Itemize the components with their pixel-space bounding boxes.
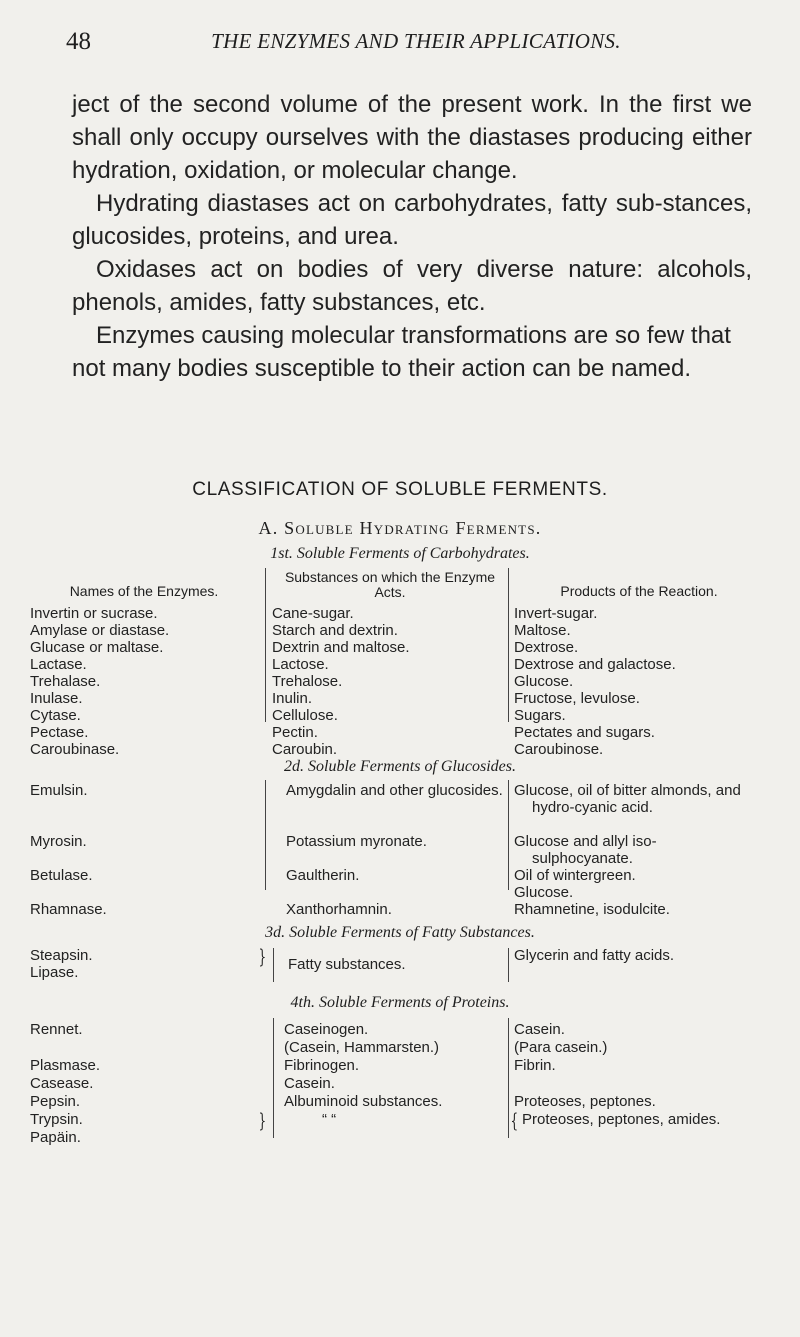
enzyme-name: Lactase.: [30, 656, 87, 673]
group-title: 3d. Soluble Ferments of Fatty Substances.: [265, 924, 535, 941]
product: Glucose, oil of bitter almonds, and hydro-cyanic acid.: [514, 782, 741, 816]
product: Pectates and sugars.: [514, 724, 655, 741]
substance: Casein.: [284, 1075, 335, 1092]
paragraph: Oxidases act on bodies of very diverse nature: alcohols, phenols, amides, fatty substances, etc.: [72, 256, 752, 316]
substance: Cane-sugar.: [272, 605, 354, 622]
enzyme-name: Emulsin.: [30, 782, 88, 799]
enzyme-name: Glucase or maltase.: [30, 639, 164, 656]
substance: Pectin.: [272, 724, 318, 741]
substance: Gaultherin.: [286, 867, 360, 884]
column-rule: [265, 568, 266, 722]
product: Proteoses, peptones.: [514, 1093, 656, 1110]
substance: Dextrin and maltose.: [272, 639, 410, 656]
product: Fructose, levulose.: [514, 690, 640, 707]
group-title: 2d. Soluble Ferments of Glucosides.: [284, 758, 516, 775]
product: Caroubinose.: [514, 741, 604, 758]
enzyme-name: Trehalase.: [30, 673, 101, 690]
column-rule: [508, 1018, 509, 1138]
substance: Inulin.: [272, 690, 313, 707]
substance: Fibrinogen.: [284, 1057, 360, 1074]
right-brace: }: [258, 944, 267, 968]
enzyme-name: Papäin.: [30, 1129, 81, 1146]
product: Maltose.: [514, 622, 571, 639]
enzyme-name: Myrosin.: [30, 833, 87, 850]
paragraph: Enzymes causing molecular transformations are so few that not many bodies susceptible to their action can be named.: [72, 322, 731, 382]
enzyme-name: Caroubinase.: [30, 741, 120, 758]
product: Dextrose.: [514, 639, 579, 656]
page-header: [66, 28, 766, 62]
substance: Fatty substances.: [288, 956, 406, 973]
ditto-marks: “ “: [322, 1111, 337, 1128]
product: Glucose.: [514, 673, 574, 690]
right-brace: }: [258, 1108, 267, 1132]
page-number: 48: [66, 28, 91, 55]
substance: Lactose.: [272, 656, 329, 673]
section-a-title: A. Soluble Hydrating Ferments.: [258, 518, 542, 538]
product: Rhamnetine, isodulcite.: [514, 901, 670, 918]
enzyme-name: Betulase.: [30, 867, 93, 884]
product: Fibrin.: [514, 1057, 556, 1074]
product: Glucose and allyl iso-sulphocyanate.: [514, 833, 657, 867]
enzyme-name: Steapsin.: [30, 947, 93, 964]
substance: Potassium myronate.: [286, 833, 427, 850]
classification-title: CLASSIFICATION OF SOLUBLE FERMENTS.: [192, 479, 608, 500]
substance: Starch and dextrin.: [272, 622, 398, 639]
enzyme-name: Inulase.: [30, 690, 83, 707]
substance: Amygdalin and other glucosides.: [286, 782, 503, 799]
substance: (Casein, Hammarsten.): [284, 1039, 440, 1056]
enzyme-name: Rhamnase.: [30, 901, 107, 918]
enzyme-name: Invertin or sucrase.: [30, 605, 158, 622]
substance: Caseinogen.: [284, 1021, 369, 1038]
group-title: 4th. Soluble Ferments of Proteins.: [290, 994, 510, 1011]
enzyme-name: Cytase.: [30, 707, 81, 724]
product: Oil of wintergreen. Glucose.: [514, 867, 636, 901]
paragraph: ject of the second volume of the present work. In the first we shall only occupy ourselves with the diastases producing either hydration, oxidation, or molecular change.: [72, 91, 752, 184]
column-rule: [273, 1018, 274, 1138]
enzyme-name: Amylase or diastase.: [30, 622, 170, 639]
column-rule: [265, 780, 266, 890]
left-brace: {: [510, 1108, 519, 1132]
enzyme-name: Pepsin.: [30, 1093, 81, 1110]
product: Glycerin and fatty acids.: [514, 947, 675, 964]
column-rule: [508, 568, 509, 722]
column-rule: [508, 948, 509, 982]
enzyme-name: Casease.: [30, 1075, 94, 1092]
product: Casein.: [514, 1021, 565, 1038]
paragraph: Hydrating diastases act on carbohydrates, fatty sub-stances, glucosides, proteins, and urea.: [72, 190, 752, 250]
substance: Trehalose.: [272, 673, 343, 690]
body-text: [72, 88, 752, 385]
running-title: THE ENZYMES AND THEIR APPLICATIONS.: [211, 29, 621, 53]
column-rule: [273, 948, 274, 982]
product: Invert-sugar.: [514, 605, 598, 622]
product: Proteoses, peptones, amides.: [522, 1111, 721, 1128]
substance: Caroubin.: [272, 741, 338, 758]
column-header-products: Products of the Reaction.: [560, 583, 718, 599]
group-title: 1st. Soluble Ferments of Carbohydrates.: [270, 545, 530, 562]
product: (Para casein.): [514, 1039, 608, 1056]
column-header-names: Names of the Enzymes.: [69, 583, 219, 599]
column-header-substances: Substances on which the Enzyme Acts.: [284, 569, 496, 600]
substance: Cellulose.: [272, 707, 338, 724]
enzyme-name: Rennet.: [30, 1021, 83, 1038]
enzyme-name: Lipase.: [30, 964, 79, 981]
product: Dextrose and galactose.: [514, 656, 676, 673]
substance: Albuminoid substances.: [284, 1093, 443, 1110]
enzyme-name: Trypsin.: [30, 1111, 83, 1128]
substance: Xanthorhamnin.: [286, 901, 392, 918]
enzyme-name: Plasmase.: [30, 1057, 101, 1074]
product: Sugars.: [514, 707, 566, 724]
enzyme-name: Pectase.: [30, 724, 89, 741]
